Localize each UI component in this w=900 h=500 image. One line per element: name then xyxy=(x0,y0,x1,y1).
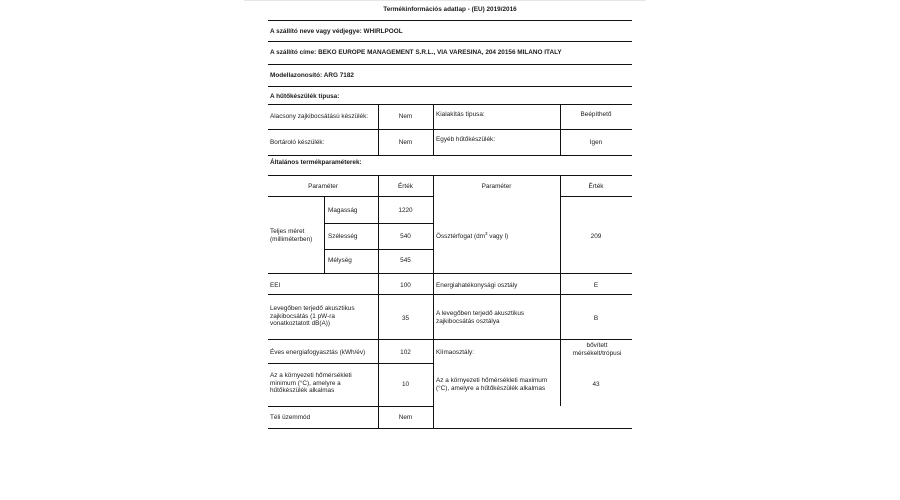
total-volume-value: 209 xyxy=(590,233,602,240)
total-dimensions-label: Teljes méret (milliméterben) xyxy=(270,228,313,243)
divider xyxy=(268,86,632,87)
other-appliance-value: Igen xyxy=(589,139,603,146)
divider xyxy=(268,294,632,295)
column-divider xyxy=(560,175,561,406)
divider xyxy=(268,20,632,21)
wine-storage-value: Nem xyxy=(398,139,413,146)
divider xyxy=(268,406,433,407)
noise-class-label: A levegőben terjedő akusztikus zajkibocsátás osztálya xyxy=(436,310,525,325)
header-value-left: Érték xyxy=(398,183,413,190)
model-label: Modellazonosító: xyxy=(270,72,323,79)
depth-value: 545 xyxy=(400,257,411,264)
appliance-type-heading: A hűtőkészülék típusa: xyxy=(270,93,340,100)
min-ambient-temp-label: Az a környezeti hőmérsékleti minimum (°C), amelyre a hűtőkészülék alkalmas xyxy=(270,372,352,395)
divider xyxy=(268,196,433,197)
low-noise-value: Nem xyxy=(398,113,413,120)
eei-label: EEI xyxy=(270,282,281,289)
width-label: Szélesség xyxy=(328,233,358,240)
product-information-sheet xyxy=(268,0,632,440)
total-volume-label-end: vagy l) xyxy=(487,233,509,240)
divider xyxy=(561,196,632,197)
total-volume-label-start: Össztérfogat (dm xyxy=(436,233,486,240)
height-label: Magasság xyxy=(328,207,358,214)
climate-class-label: Klímaosztály: xyxy=(436,349,475,356)
energy-class-value: E xyxy=(593,282,599,289)
width-value: 540 xyxy=(400,233,411,240)
column-divider xyxy=(433,104,434,155)
divider xyxy=(268,41,632,42)
annual-energy-label: Éves energiafogyasztás (kWh/év) xyxy=(270,349,366,356)
design-type-value: Beépíthető xyxy=(580,111,612,118)
sheet-title: Termékinformációs adatlap - (EU) 2019/2016 xyxy=(383,6,517,13)
divider xyxy=(268,339,632,340)
annual-energy-value: 102 xyxy=(400,349,411,356)
model-row xyxy=(270,72,354,80)
supplier-name-label: A szállító neve vagy védjegye: xyxy=(270,28,362,35)
model-value: ARG 7182 xyxy=(323,72,354,79)
max-ambient-temp-value: 43 xyxy=(592,381,600,388)
total-volume-label xyxy=(436,230,509,241)
noise-emission-value: 35 xyxy=(401,315,410,322)
depth-label: Mélység xyxy=(328,257,352,264)
wine-storage-label: Bortároló készülék: xyxy=(270,139,325,146)
height-value: 1220 xyxy=(398,207,413,214)
divider xyxy=(268,428,632,429)
supplier-name-value: WHIRLPOOL xyxy=(363,28,403,35)
general-params-heading: Általános termékparaméterek: xyxy=(270,159,362,166)
low-noise-label: Alacsony zajkibocsátású készülék: xyxy=(270,113,369,120)
divider xyxy=(268,129,632,130)
supplier-address-row xyxy=(270,49,562,57)
winter-mode-label: Téli üzemmód xyxy=(270,414,311,421)
noise-class-value: B xyxy=(593,315,599,322)
column-divider xyxy=(324,196,325,273)
supplier-address-value: BEKO EUROPE MANAGEMENT S.R.L., VIA VARESINA, 204 20156 MILANO ITALY xyxy=(318,49,562,56)
winter-mode-value: Nem xyxy=(398,414,413,421)
energy-class-label: Energiahatékonysági osztály xyxy=(436,282,518,289)
eei-value: 100 xyxy=(400,282,411,289)
divider xyxy=(268,64,632,65)
column-divider xyxy=(378,104,379,155)
design-type-label: Kialakítás típusa: xyxy=(436,111,485,118)
climate-class-value: bővített mérsékelt/trópusi xyxy=(572,342,622,357)
supplier-address-label: A szállító címe: xyxy=(270,49,317,56)
supplier-name-row xyxy=(270,28,403,36)
min-ambient-temp-value: 10 xyxy=(401,381,410,388)
header-value-right: Érték xyxy=(588,183,604,190)
divider xyxy=(268,363,433,364)
column-divider xyxy=(433,175,434,428)
max-ambient-temp-label: Az a környezeti hőmérsékleti maximum (°C), amelyre a hűtőkészülék alkalmas xyxy=(436,377,548,392)
divider xyxy=(268,155,632,156)
other-appliance-label: Egyéb hűtőkészülék: xyxy=(436,136,495,143)
volume-superscript: 3 xyxy=(485,230,488,236)
divider xyxy=(268,175,632,176)
noise-emission-label: Levegőben terjedő akusztikus zajkibocsátás (1 pW-ra vonatkoztatott dB(A)) xyxy=(270,305,355,328)
divider xyxy=(268,104,632,105)
header-parameter-right: Paraméter xyxy=(481,183,512,190)
divider xyxy=(268,273,632,274)
header-parameter-left: Paraméter xyxy=(308,183,338,190)
